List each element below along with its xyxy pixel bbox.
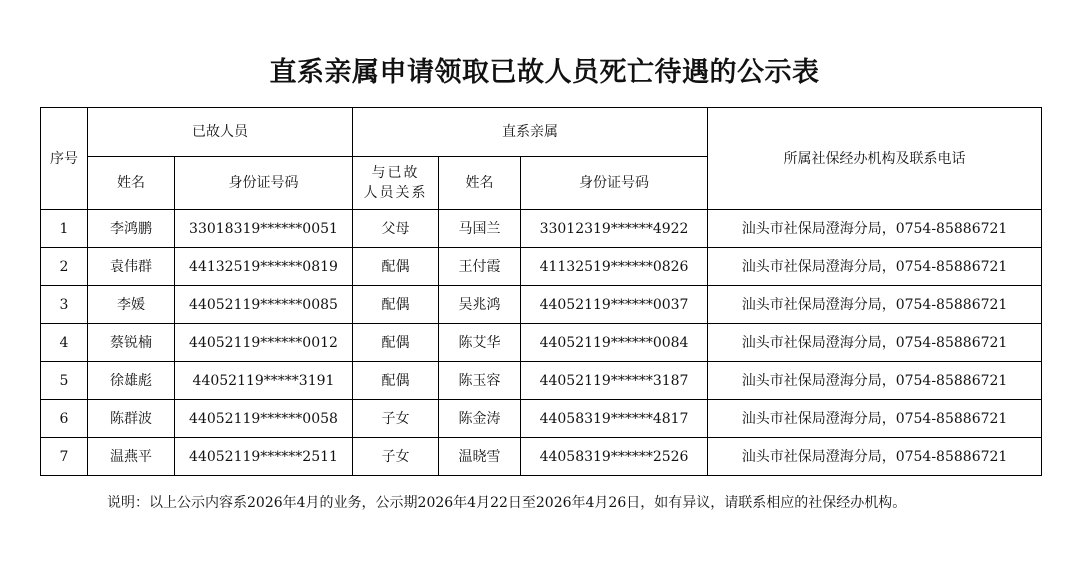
- cell-deceased-id: 44052119******0058: [175, 400, 353, 438]
- header-relative: 直系亲属: [353, 108, 708, 157]
- cell-relative-id: 44052119******0037: [521, 286, 708, 324]
- header-relation-line2: 人员关系: [363, 185, 428, 201]
- header-deceased-id: 身份证号码: [175, 157, 353, 210]
- table-row: [41, 324, 1042, 362]
- cell-deceased-id: 44052119******2511: [175, 438, 353, 476]
- table-row: [41, 362, 1042, 400]
- cell-deceased-name: 李鸿鹏: [88, 210, 175, 248]
- cell-relation: 子女: [353, 400, 439, 438]
- header-relation-line1: 与已故: [371, 165, 420, 181]
- cell-seq: 4: [41, 324, 88, 362]
- cell-seq: 7: [41, 438, 88, 476]
- cell-office: 汕头市社保局澄海分局，0754-85886721: [708, 286, 1042, 324]
- cell-office: 汕头市社保局澄海分局，0754-85886721: [708, 324, 1042, 362]
- header-relation: [353, 157, 439, 210]
- cell-office: 汕头市社保局澄海分局，0754-85886721: [708, 400, 1042, 438]
- header-deceased: 已故人员: [88, 108, 353, 157]
- cell-relative-name: 陈金涛: [439, 400, 521, 438]
- cell-seq: 1: [41, 210, 88, 248]
- header-office: 所属社保经办机构及联系电话: [708, 108, 1042, 210]
- cell-deceased-id: 44052119******0012: [175, 324, 353, 362]
- cell-deceased-name: 陈群波: [88, 400, 175, 438]
- cell-deceased-id: 44132519******0819: [175, 248, 353, 286]
- header-seq: 序号: [41, 108, 88, 210]
- cell-relative-id: 41132519******0826: [521, 248, 708, 286]
- cell-relation: 父母: [353, 210, 439, 248]
- cell-relation: 配偶: [353, 286, 439, 324]
- table-row: [41, 400, 1042, 438]
- cell-relative-name: 陈艾华: [439, 324, 521, 362]
- cell-relative-name: 温晓雪: [439, 438, 521, 476]
- cell-office: 汕头市社保局澄海分局，0754-85886721: [708, 362, 1042, 400]
- cell-office: 汕头市社保局澄海分局，0754-85886721: [708, 438, 1042, 476]
- cell-seq: 6: [41, 400, 88, 438]
- cell-deceased-id: 44052119*****3191: [175, 362, 353, 400]
- cell-deceased-id: 33018319******0051: [175, 210, 353, 248]
- cell-relation: 子女: [353, 438, 439, 476]
- cell-relation: 配偶: [353, 324, 439, 362]
- cell-deceased-id: 44052119******0085: [175, 286, 353, 324]
- cell-seq: 3: [41, 286, 88, 324]
- cell-deceased-name: 李媛: [88, 286, 175, 324]
- cell-relative-id: 44058319******2526: [521, 438, 708, 476]
- header-relative-name: 姓名: [439, 157, 521, 210]
- cell-relative-name: 王付霞: [439, 248, 521, 286]
- cell-relative-name: 吴兆鸿: [439, 286, 521, 324]
- cell-seq: 5: [41, 362, 88, 400]
- notice-table: [40, 107, 1042, 476]
- cell-office: 汕头市社保局澄海分局，0754-85886721: [708, 248, 1042, 286]
- cell-deceased-name: 袁伟群: [88, 248, 175, 286]
- footnote: 说明：以上公示内容系2026年4月的业务，公示期2026年4月22日至2026年4月26日，如有异议，请联系相应的社保经办机构。: [107, 495, 907, 511]
- cell-office: 汕头市社保局澄海分局，0754-85886721: [708, 210, 1042, 248]
- cell-relative-id: 44052119******3187: [521, 362, 708, 400]
- page-title: 直系亲属申请领取已故人员死亡待遇的公示表: [269, 57, 820, 88]
- cell-relative-id: 44058319******4817: [521, 400, 708, 438]
- cell-relative-id: 33012319******4922: [521, 210, 708, 248]
- cell-relation: 配偶: [353, 248, 439, 286]
- table-row: [41, 438, 1042, 476]
- cell-relative-name: 马国兰: [439, 210, 521, 248]
- cell-relative-name: 陈玉容: [439, 362, 521, 400]
- cell-deceased-name: 蔡锐楠: [88, 324, 175, 362]
- cell-deceased-name: 温燕平: [88, 438, 175, 476]
- cell-relative-id: 44052119******0084: [521, 324, 708, 362]
- table-row: [41, 286, 1042, 324]
- header-relative-id: 身份证号码: [521, 157, 708, 210]
- cell-deceased-name: 徐雄彪: [88, 362, 175, 400]
- header-deceased-name: 姓名: [88, 157, 175, 210]
- cell-seq: 2: [41, 248, 88, 286]
- cell-relation: 配偶: [353, 362, 439, 400]
- table-row: [41, 210, 1042, 248]
- table-row: [41, 248, 1042, 286]
